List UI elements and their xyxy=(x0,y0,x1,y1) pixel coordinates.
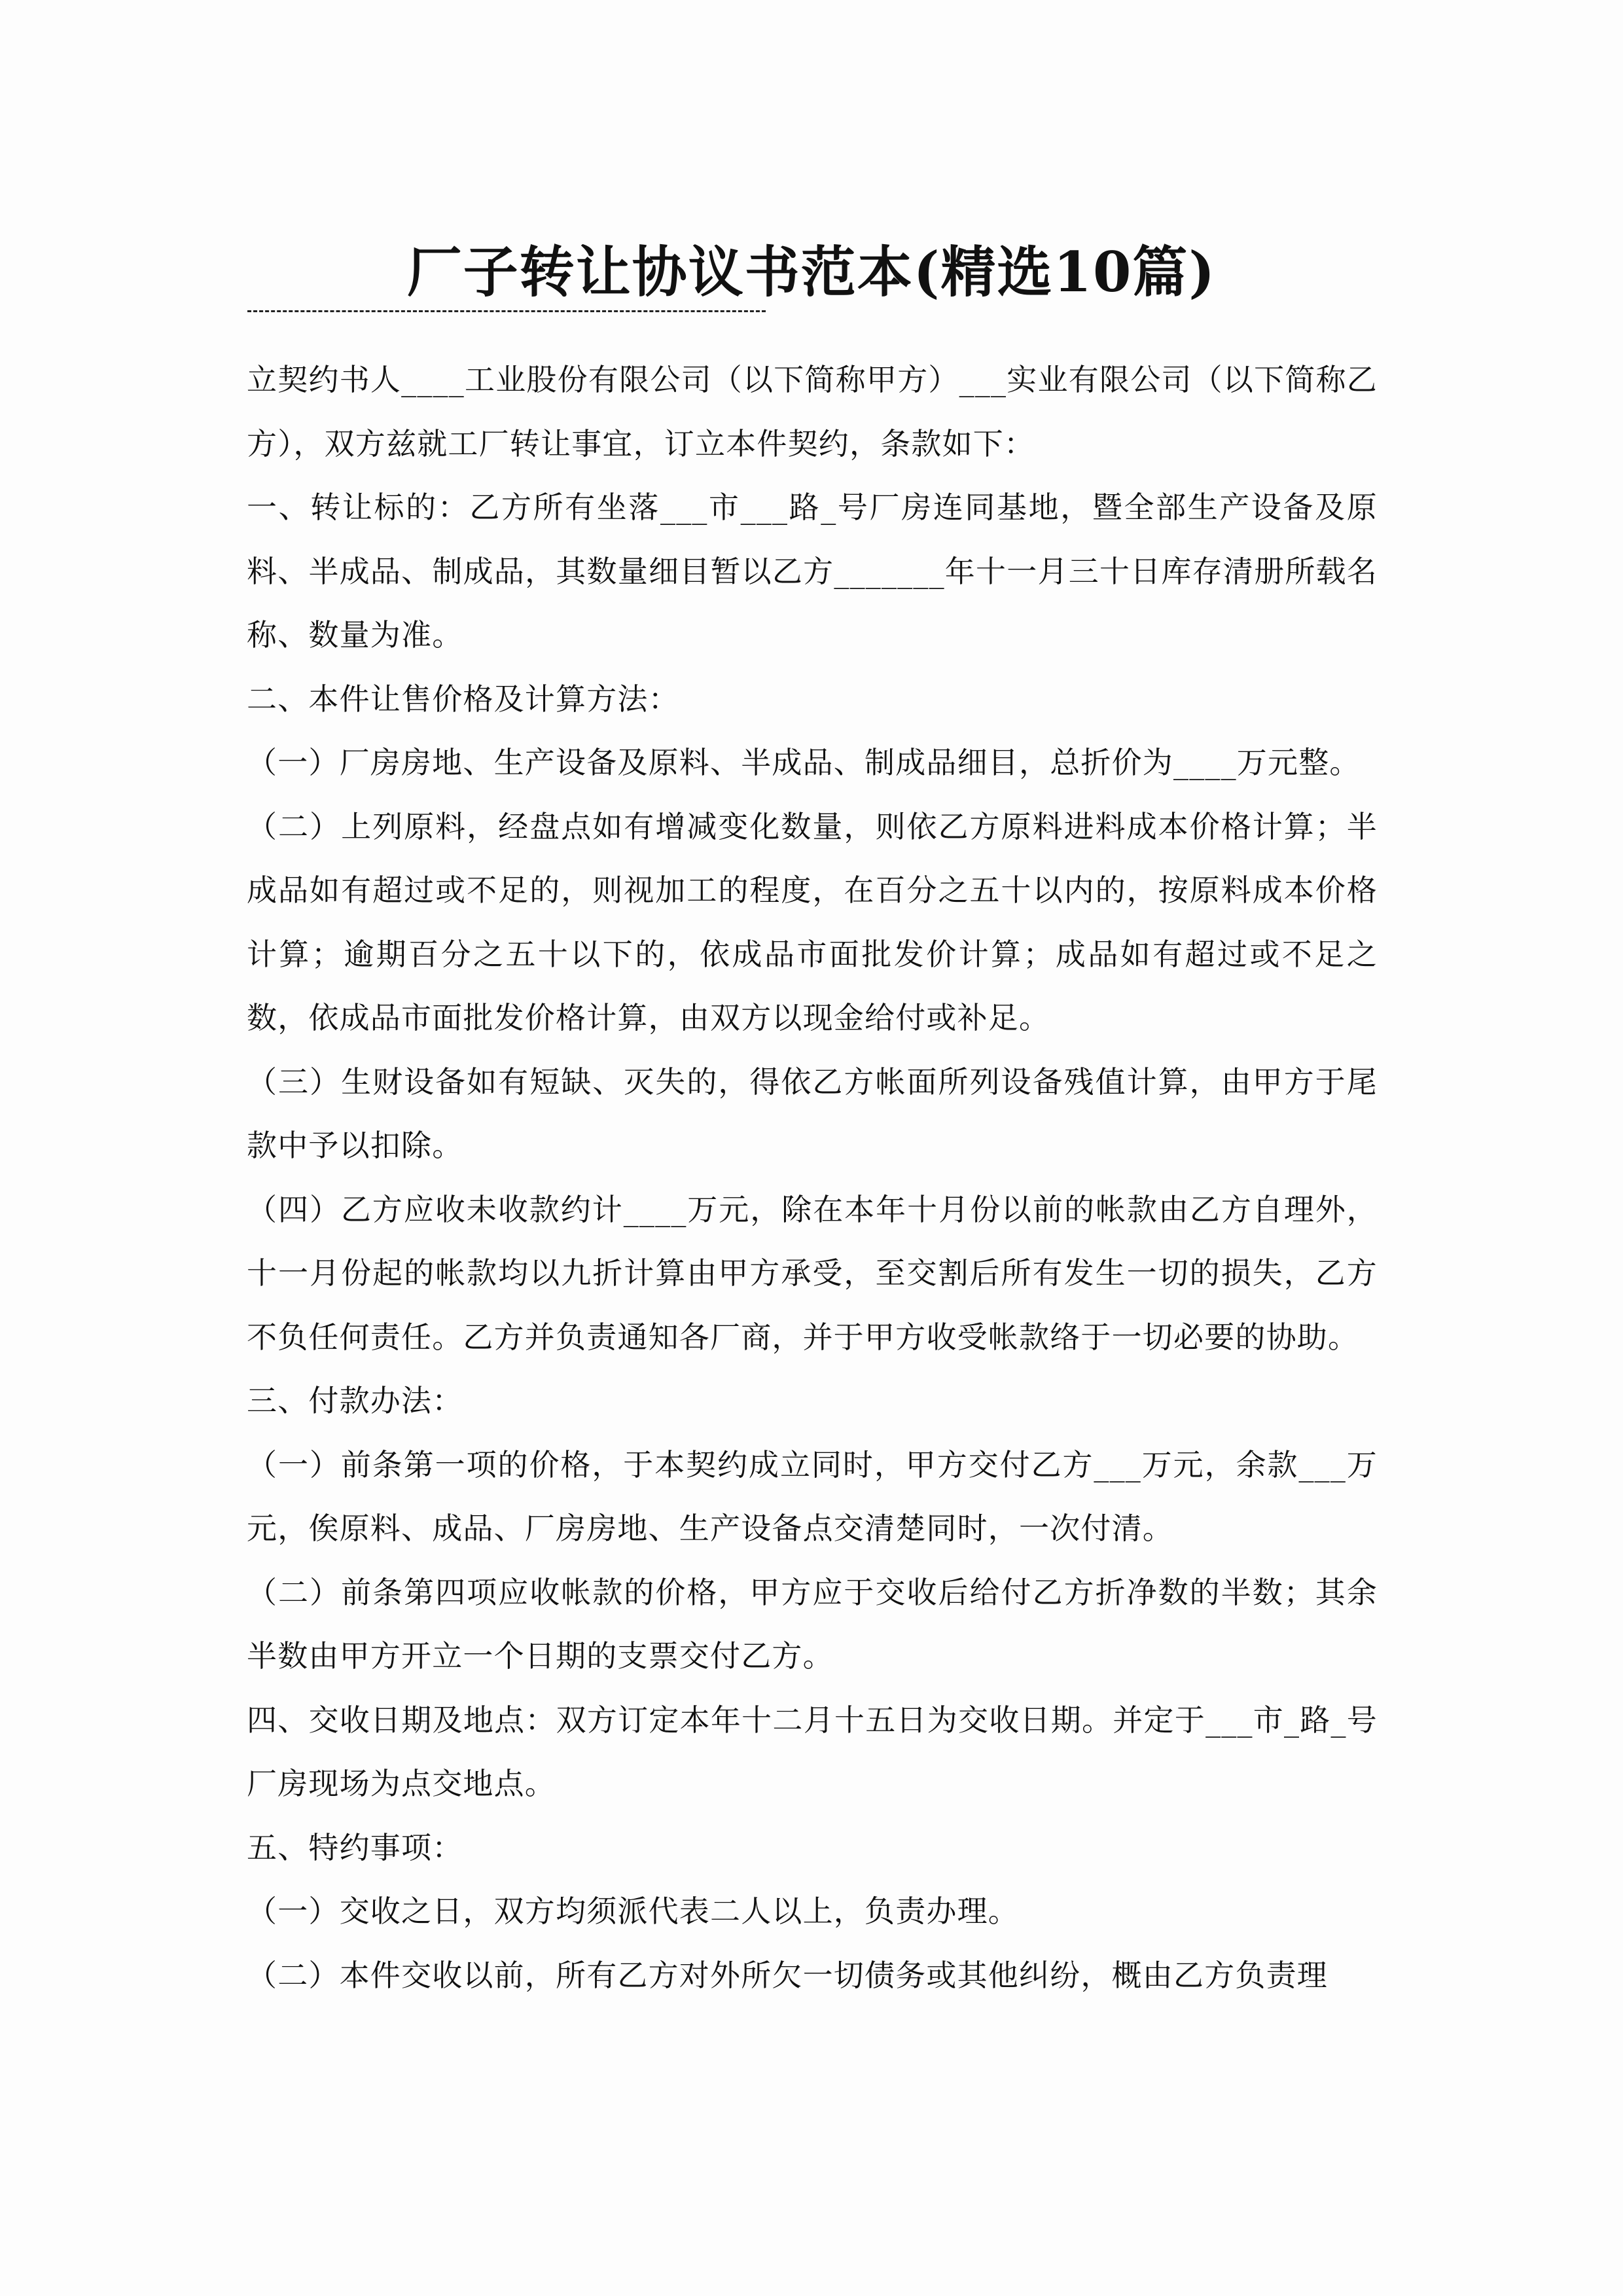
clause-5-item-1: （一）交收之日，双方均须派代表二人以上，负责办理。 xyxy=(247,1893,1019,1929)
clause-2-item-3: （三）生财设备如有短缺、灭失的，得依乙方帐面所列设备残值计算，由甲方于尾款中予以扣除。 xyxy=(247,1064,1378,1163)
document-title: 厂子转让协议书范本(精选10篇) xyxy=(406,240,1217,305)
title-separator-rule xyxy=(247,310,766,312)
document-body xyxy=(247,348,1378,2007)
clause-2-heading: 二、本件让售价格及计算方法： xyxy=(247,681,679,717)
clause-1-transfer-subject: 一、转让标的：乙方所有坐落___市___路_号厂房连同基地，暨全部生产设备及原料、半成品、制成品，其数量细目暂以乙方_______年十一月三十日库存清册所载名称、数量为准。 xyxy=(247,490,1378,653)
clause-4-delivery: 四、交收日期及地点：双方订定本年十二月十五日为交收日期。并定于___市_路_号厂房现场为点交地点。 xyxy=(247,1702,1378,1801)
clause-5-item-2: （二）本件交收以前，所有乙方对外所欠一切债务或其他纠纷，概由乙方负责理 xyxy=(247,1957,1328,1993)
clause-3-heading: 三、付款办法： xyxy=(247,1383,463,1418)
preamble-paragraph: 立契约书人____工业股份有限公司（以下简称甲方）___实业有限公司（以下简称乙方），双方兹就工厂转让事宜，订立本件契约，条款如下： xyxy=(247,362,1378,461)
clause-2-item-4: （四）乙方应收未收款约计____万元，除在本年十月份以前的帐款由乙方自理外，十一月份起的帐款均以九折计算由甲方承受，至交割后所有发生一切的损失，乙方不负任何责任。乙方并负责通知各厂商，并于甲方收受帐款络于一切必要的协助。 xyxy=(247,1191,1378,1355)
clause-2-item-2: （二）上列原料，经盘点如有增减变化数量，则依乙方原料进料成本价格计算；半成品如有超过或不足的，则视加工的程度，在百分之五十以内的，按原料成本价格计算；逾期百分之五十以下的，依成品市面批发价计算；成品如有超过或不足之数，依成品市面批发价格计算，由双方以现金给付或补足。 xyxy=(247,808,1378,1035)
clause-5-heading: 五、特约事项： xyxy=(247,1829,463,1865)
clause-3-item-1: （一）前条第一项的价格，于本契约成立同时，甲方交付乙方___万元，余款___万元，俟原料、成品、厂房房地、生产设备点交清楚同时，一次付清。 xyxy=(247,1446,1378,1546)
clause-3-item-2: （二）前条第四项应收帐款的价格，甲方应于交收后给付乙方折净数的半数；其余半数由甲方开立一个日期的支票交付乙方。 xyxy=(247,1574,1378,1674)
clause-2-item-1: （一）厂房房地、生产设备及原料、半成品、制成品细目，总折价为____万元整。 xyxy=(247,745,1361,780)
